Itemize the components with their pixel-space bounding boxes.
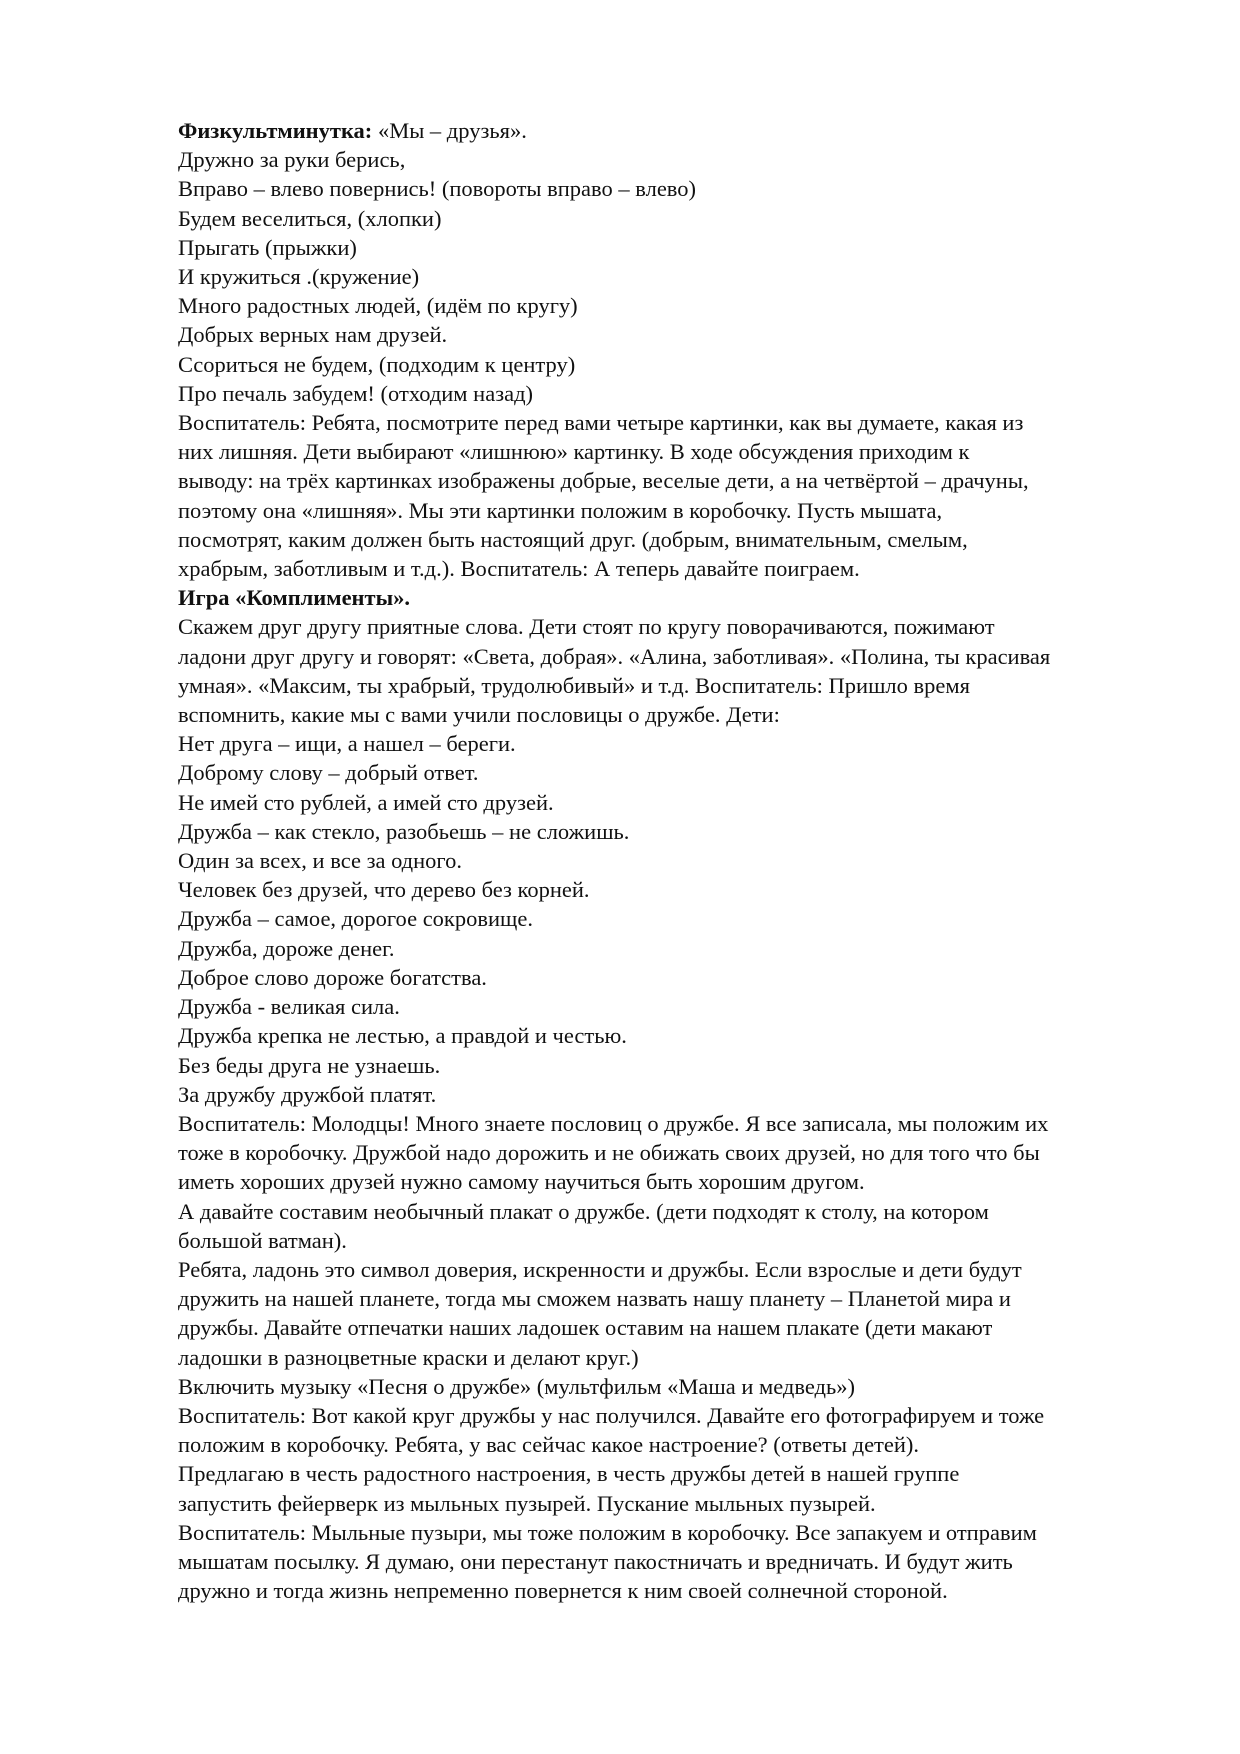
paragraph-line: тоже в коробочку. Дружбой надо дорожить и не обижать своих друзей, но для того что бы: [178, 1140, 1040, 1166]
paragraph-line: ладошки в разноцветные краски и делают круг.): [178, 1344, 639, 1370]
proverb-line: Дружба - великая сила.: [178, 994, 400, 1020]
paragraph-line: умная». «Максим, ты храбрый, трудолюбивый» и т.д. Воспитатель: Пришло время: [178, 672, 970, 698]
section-heading: Физкультминутка:: [178, 118, 373, 143]
proverb-line: Не имей сто рублей, а имей сто друзей.: [178, 789, 554, 815]
poem-line: Прыгать (прыжки): [178, 234, 357, 260]
paragraph-line: мышатам посылку. Я думаю, они перестанут пакостничать и вредничать. И будут жить: [178, 1548, 1013, 1574]
poem-line: Про печаль забудем! (отходим назад): [178, 380, 534, 406]
section-title: «Мы – друзья».: [377, 118, 527, 143]
paragraph-line: поэтому она «лишняя». Мы эти картинки положим в коробочку. Пусть мышата,: [178, 497, 943, 523]
document-page: [178, 116, 1168, 1605]
paragraph-line: выводу: на трёх картинках изображены добрые, веселые дети, а на четвёртой – драчуны,: [178, 468, 1029, 494]
paragraph-line: дружбы. Давайте отпечатки наших ладошек оставим на нашем плакате (дети макают: [178, 1315, 993, 1341]
paragraph-line: Воспитатель: Мыльные пузыри, мы тоже положим в коробочку. Все запакуем и отправим: [178, 1519, 1037, 1545]
paragraph-line: А давайте составим необычный плакат о дружбе. (дети подходят к столу, на котором: [178, 1198, 989, 1224]
paragraph-line: Ребята, ладонь это символ доверия, искренности и дружбы. Если взрослые и дети будут: [178, 1256, 1022, 1282]
proverb-line: Человек без друзей, что дерево без корней.: [178, 877, 590, 903]
paragraph-line: Воспитатель: Ребята, посмотрите перед вами четыре картинки, как вы думаете, какая из: [178, 410, 1024, 436]
poem-line: Вправо – влево повернись! (повороты вправо – влево): [178, 176, 697, 202]
proverb-line: Дружба – самое, дорогое сокровище.: [178, 906, 533, 932]
proverb-line: Дружба – как стекло, разобьешь – не сложишь.: [178, 818, 630, 844]
poem-line: И кружиться .(кружение): [178, 264, 420, 290]
paragraph-line: них лишняя. Дети выбирают «лишнюю» картинку. В ходе обсуждения приходим к: [178, 439, 970, 465]
paragraph-line: Воспитатель: Вот какой круг дружбы у нас получился. Давайте его фотографируем и тоже: [178, 1402, 1045, 1428]
paragraph-line: Включить музыку «Песня о дружбе» (мультфильм «Маша и медведь»): [178, 1373, 855, 1399]
paragraph-line: дружить на нашей планете, тогда мы сможем назвать нашу планету – Планетой мира и: [178, 1286, 1011, 1312]
proverb-line: Один за всех, и все за одного.: [178, 848, 462, 874]
proverb-line: Дружба, дороже денег.: [178, 935, 395, 961]
paragraph-line: большой ватман).: [178, 1227, 347, 1253]
paragraph-line: иметь хороших друзей нужно самому научиться быть хорошим другом.: [178, 1169, 865, 1195]
proverb-line: Доброму слову – добрый ответ.: [178, 760, 479, 786]
poem-line: Добрых верных нам друзей.: [178, 322, 448, 348]
paragraph-line: запустить фейерверк из мыльных пузырей. Пускание мыльных пузырей.: [178, 1490, 876, 1516]
poem-line: Дружно за руки берись,: [178, 147, 406, 173]
paragraph-line: храбрым, заботливым и т.д.). Воспитатель: А теперь давайте поиграем.: [178, 556, 860, 582]
poem-line: Ссориться не будем, (подходим к центру): [178, 351, 576, 377]
paragraph-line: Предлагаю в честь радостного настроения, в честь дружбы детей в нашей группе: [178, 1461, 960, 1487]
section-heading-line: [178, 116, 1168, 145]
paragraph-line: вспомнить, какие мы с вами учили пословицы о дружбе. Дети:: [178, 702, 780, 728]
poem-line: Много радостных людей, (идём по кругу): [178, 293, 578, 319]
paragraph-line: дружно и тогда жизнь непременно повернется к ним своей солнечной стороной.: [178, 1578, 948, 1604]
paragraph-line: Воспитатель: Молодцы! Много знаете пословиц о дружбе. Я все записала, мы положим их: [178, 1110, 1049, 1136]
poem-line: Будем веселиться, (хлопки): [178, 205, 442, 231]
proverb-line: Дружба крепка не лестью, а правдой и честью.: [178, 1023, 627, 1049]
game-heading: Игра «Комплименты».: [178, 585, 411, 611]
paragraph-line: Скажем друг другу приятные слова. Дети стоят по кругу поворачиваются, пожимают: [178, 614, 995, 640]
proverb-line: Нет друга – ищи, а нашел – береги.: [178, 731, 516, 757]
paragraph-line: посмотрят, каким должен быть настоящий друг. (добрым, внимательным, смелым,: [178, 526, 968, 552]
paragraph-line: положим в коробочку. Ребята, у вас сейчас какое настроение? (ответы детей).: [178, 1432, 920, 1458]
paragraph-line: ладони друг другу и говорят: «Света, добрая». «Алина, заботливая». «Полина, ты красивая: [178, 643, 1051, 669]
proverb-line: Доброе слово дороже богатства.: [178, 964, 487, 990]
proverb-line: За дружбу дружбой платят.: [178, 1081, 437, 1107]
proverb-line: Без беды друга не узнаешь.: [178, 1052, 441, 1078]
